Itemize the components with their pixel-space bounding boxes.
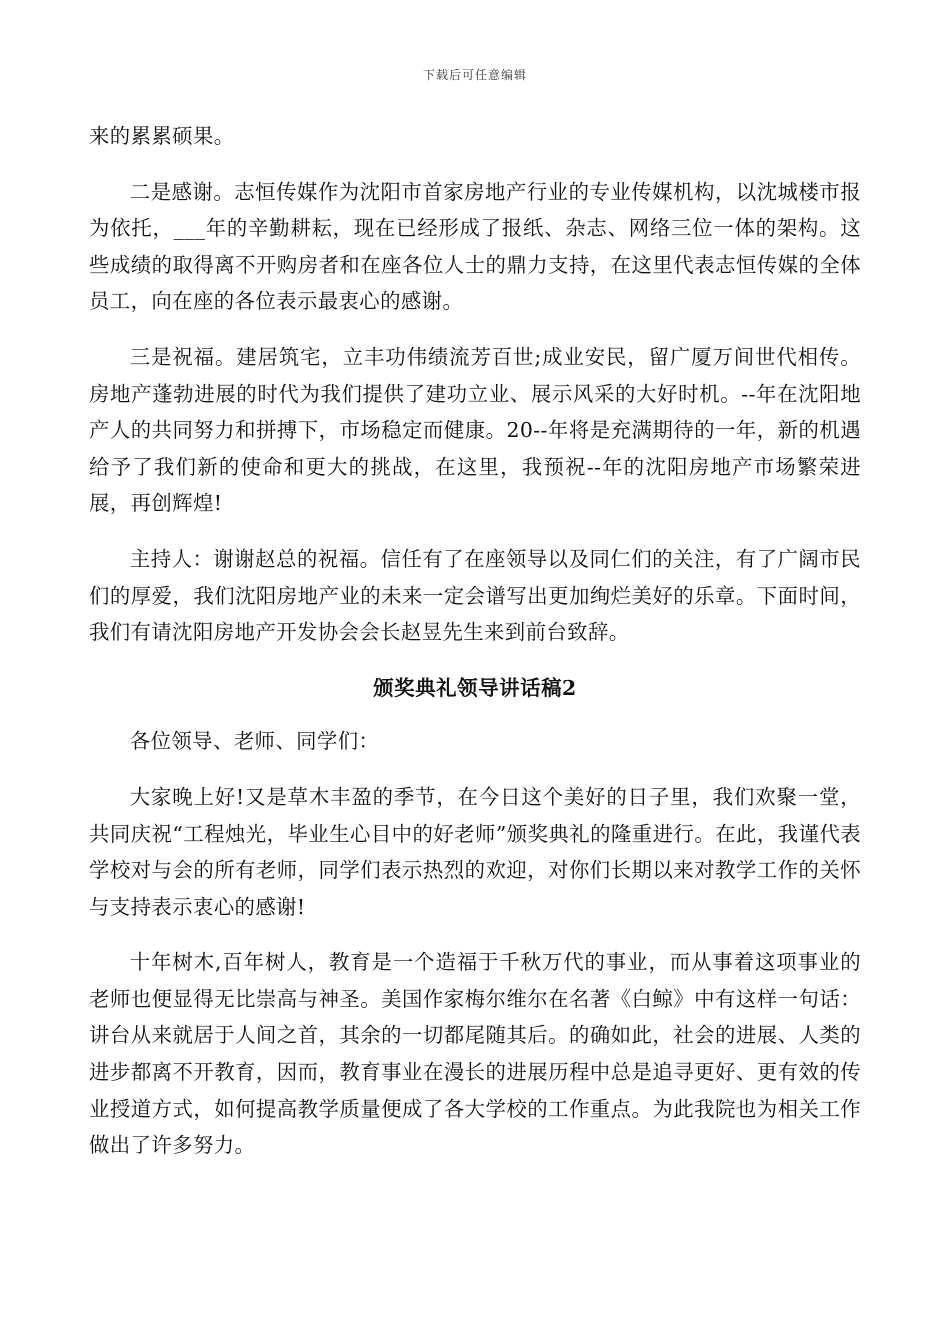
paragraph-blessing: 三是祝福。建居筑宅，立丰功伟绩流芳百世;成业安民，留广厦万间世代相传。房地产蓬勃进展的时代为我们提供了建功立业、展示风采的大好时机。--年在沈阳地产人的共同努力和拼搏下，市场稳定而健康。20--年将是充满期待的一年，新的机遇给予了我们新的使命和更大的挑战，在这里，我预祝--年的沈阳房地产市场繁荣进展，再创辉煌! — [89, 344, 861, 516]
paragraph-thanks: 二是感谢。志恒传媒作为沈阳市首家房地产行业的专业传媒机构，以沈城楼市报为依托，___年的辛勤耕耘，现在已经形成了报纸、杂志、网络三位一体的架构。这些成绩的取得离不开购房者和在座各位人士的鼎力支持，在这里代表志恒传媒的全体员工，向在座的各位表示最衷心的感谢。 — [89, 179, 861, 314]
header-note: 下载后可任意编辑 — [422, 68, 527, 82]
paragraph-welcome: 大家晚上好!又是草木丰盈的季节，在今日这个美好的日子里，我们欢聚一堂，共同庆祝“工程烛光，毕业生心目中的好老师”颁奖典礼的隆重进行。在此，我谨代表学校对与会的所有老师，同学们表示热烈的欢迎，对你们长期以来对教学工作的关怀与支持表示衷心的感谢! — [89, 784, 861, 919]
document-body — [89, 118, 861, 1183]
section-title: 颁奖典礼领导讲话稿2 — [373, 675, 577, 700]
paragraph-education: 十年树木,百年树人，教育是一个造福于千秋万代的事业，而从事着这项事业的老师也便显得无比崇高与神圣。美国作家梅尔维尔在名著《白鲸》中有这样一句话：讲台从来就居于人间之首，其余的一切都尾随其后。的确如此，社会的进展、人类的进步都离不开教育，因而，教育事业在漫长的进展历程中总是追寻更好、更有效的传业授道方式，如何提高教学质量便成了各大学校的工作重点。为此我院也为相关工作做出了许多努力。 — [89, 950, 861, 1158]
paragraph-greeting: 各位领导、老师、同学们： — [129, 729, 380, 754]
paragraph-host: 主持人：谢谢赵总的祝福。信任有了在座领导以及同仁们的关注，有了广阔市民们的厚爱，我们沈阳房地产业的未来一定会谱写出更加绚烂美好的乐章。下面时间，我们有请沈阳房地产开发协会会长赵昱先生来到前台致辞。 — [89, 546, 861, 645]
paragraph-continuation: 来的累累硕果。 — [89, 124, 235, 148]
